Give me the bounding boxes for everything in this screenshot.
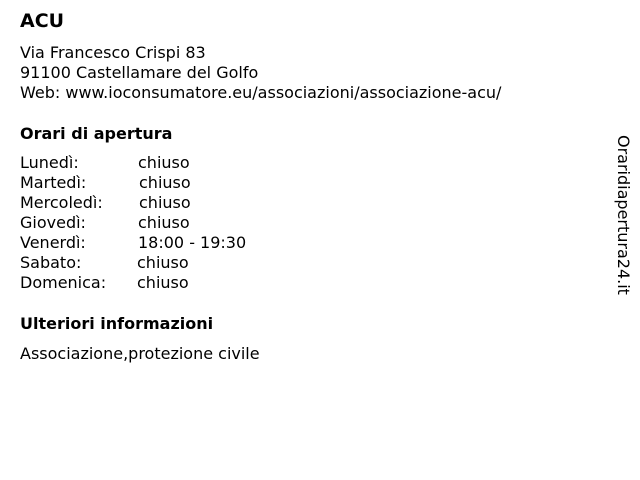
website-line: [20, 83, 501, 103]
day-label: Giovedì:: [20, 213, 86, 232]
day-label: Martedì:: [20, 173, 87, 192]
day-label: Venerdì:: [20, 233, 86, 252]
hours-row-sunday: [20, 273, 320, 293]
street-address: Via Francesco Crispi 83: [20, 43, 206, 62]
address-block: [20, 43, 501, 103]
website-label: Web:: [20, 83, 61, 102]
day-label: Mercoledì:: [20, 193, 103, 212]
additional-info-text: Associazione,protezione civile: [20, 344, 260, 363]
day-label: Sabato:: [20, 253, 82, 272]
hours-row-thursday: [20, 213, 320, 233]
day-hours: chiuso: [138, 153, 190, 172]
hours-row-wednesday: [20, 193, 320, 213]
day-hours: chiuso: [139, 193, 191, 212]
day-hours: chiuso: [137, 253, 189, 272]
hours-row-monday: [20, 153, 320, 173]
hours-row-friday: [20, 233, 320, 253]
hours-row-tuesday: [20, 173, 320, 193]
day-label: Lunedì:: [20, 153, 79, 172]
day-hours: chiuso: [139, 173, 191, 192]
opening-hours-heading: Orari di apertura: [20, 124, 173, 143]
watermark-text: Oraridiapertura24.it: [614, 135, 633, 295]
website-link[interactable]: www.ioconsumatore.eu/associazioni/associazione-acu/: [65, 83, 502, 102]
opening-hours-table: [20, 153, 320, 293]
additional-info-heading: Ulteriori informazioni: [20, 314, 214, 333]
day-hours: chiuso: [138, 213, 190, 232]
day-label: Domenica:: [20, 273, 107, 292]
day-hours: 18:00 - 19:30: [138, 233, 247, 252]
day-hours: chiuso: [137, 273, 189, 292]
city-line: 91100 Castellamare del Golfo: [20, 63, 259, 82]
business-name: ACU: [20, 10, 65, 32]
hours-row-saturday: [20, 253, 320, 273]
